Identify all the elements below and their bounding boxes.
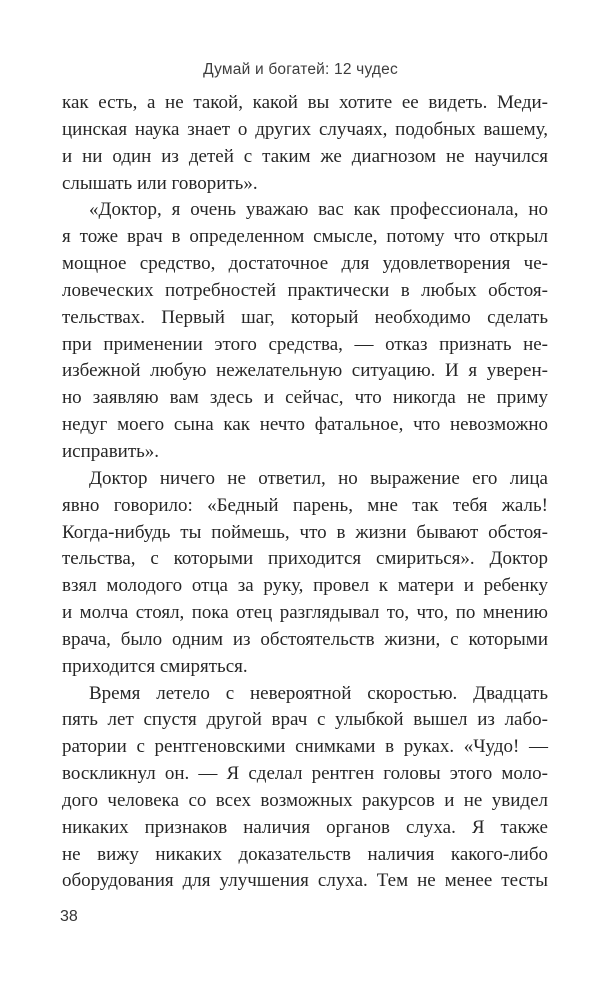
text-line: Время летело с невероятной скоростью. Двадцать <box>89 682 548 704</box>
text-line: избежной любую нежелательную ситуацию. И я уверен- <box>62 360 548 382</box>
text-line: тельства, с которыми приходится смириться». Доктор <box>62 548 548 570</box>
paragraph <box>62 466 548 681</box>
paragraph <box>62 681 548 896</box>
text-line: при применении этого средства, — отказ признать не- <box>62 333 548 355</box>
text-line: не вижу никаких доказательств наличия какого-либо <box>62 843 548 865</box>
paragraph <box>62 90 548 197</box>
text-line: воскликнул он. — Я сделал рентген головы этого моло- <box>62 763 548 785</box>
body-text <box>62 90 548 895</box>
text-line: взял молодого отца за руку, провел к матери и ребенку <box>62 575 548 597</box>
paragraph <box>62 197 548 465</box>
text-line: слышать или говорить». <box>62 172 258 194</box>
text-line: дого человека со всех возможных ракурсов и не увидел <box>62 789 548 811</box>
text-line: как есть, а не такой, какой вы хотите ее видеть. Меди- <box>62 92 548 113</box>
text-line: врача, было одним из обстоятельств жизни, с которыми <box>62 628 548 650</box>
text-line: мощное средство, достаточное для удовлетворения че- <box>62 253 548 275</box>
text-line: оборудования для улучшения слуха. Тем не менее тесты <box>62 870 548 892</box>
page-number: 38 <box>60 908 78 925</box>
text-line: пять лет спустя другой врач с улыбкой вышел из лабо- <box>62 709 548 731</box>
text-line: «Доктор, я очень уважаю вас как профессионала, но <box>89 199 548 221</box>
text-line: исправить». <box>62 440 160 462</box>
text-line: никаких признаков наличия органов слуха. Я также <box>62 816 548 838</box>
text-line: приходится смиряться. <box>62 655 248 677</box>
text-line: Когда-нибудь ты поймешь, что в жизни бывают обстоя- <box>62 521 548 543</box>
text-line: тельствах. Первый шаг, который необходимо сделать <box>62 306 548 328</box>
text-line: но заявляю вам здесь и сейчас, что никогда не приму <box>62 387 548 409</box>
text-line: и молча стоял, пока отец разглядывал то, что, по мнению <box>62 602 548 624</box>
text-line: явно говорило: «Бедный парень, мне так тебя жаль! <box>62 494 548 516</box>
text-line: ловеческих потребностей практически в любых обстоя- <box>62 279 548 301</box>
text-line: цинская наука знает о других случаях, подобных вашему, <box>62 118 548 140</box>
text-line: недуг моего сына как нечто фатальное, что невозможно <box>62 414 548 436</box>
running-header: Думай и богатей: 12 чудес <box>203 61 398 78</box>
text-line: Доктор ничего не ответил, но выражение его лица <box>89 467 548 489</box>
text-line: и ни один из детей с таким же диагнозом не научился <box>62 145 548 167</box>
text-line: ратории с рентгеновскими снимками в руках. «Чудо! — <box>62 736 548 758</box>
text-line: я тоже врач в определенном смысле, потому что открыл <box>62 226 548 248</box>
